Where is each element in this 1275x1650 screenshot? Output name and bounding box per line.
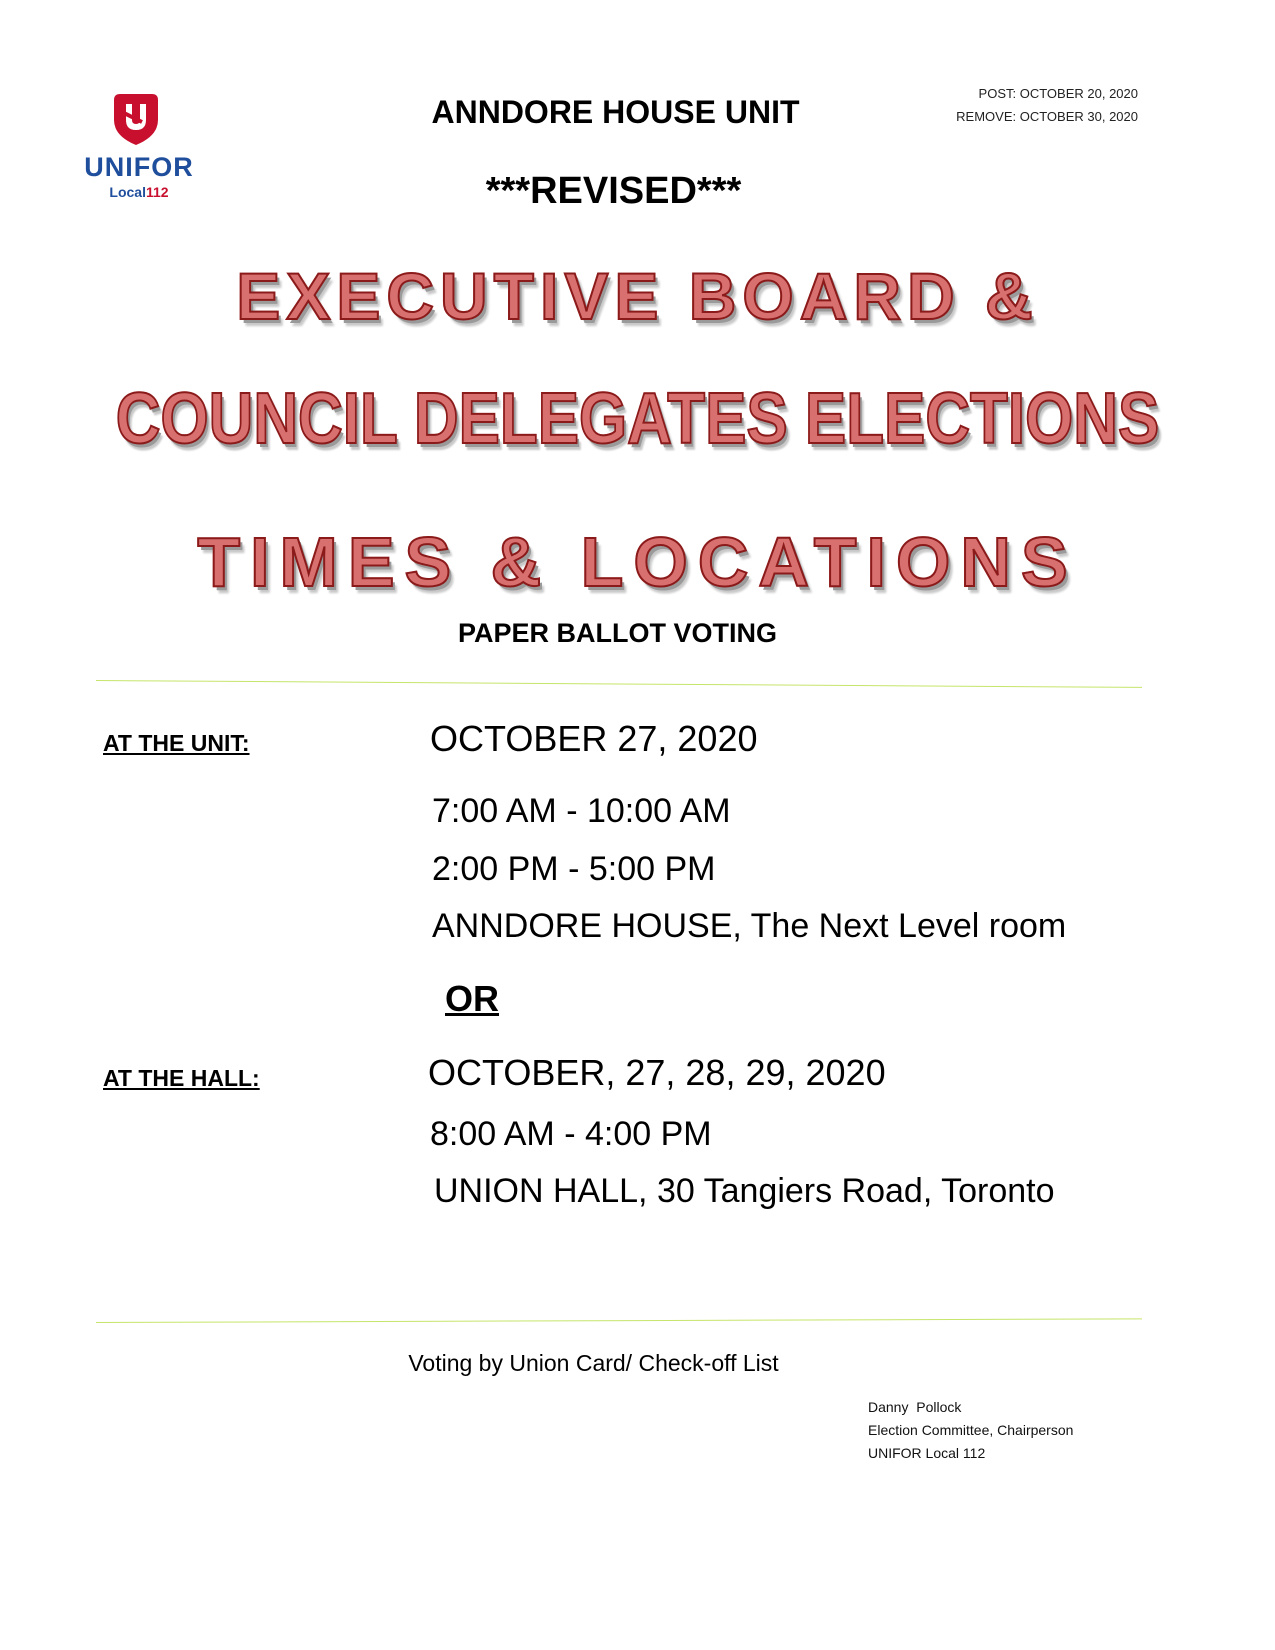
divider-bottom xyxy=(96,1318,1142,1323)
signature-name: Danny Pollock xyxy=(868,1399,962,1415)
unit-location: ANNDORE HOUSE, The Next Level room xyxy=(432,907,1067,945)
unit-time-1: 7:00 AM - 10:00 AM xyxy=(432,792,731,830)
logo-wordmark: UNIFOR xyxy=(84,152,194,182)
revised-text: ***REVISED*** xyxy=(485,170,742,212)
banner-line-3: TIMES & LOCATIONS xyxy=(0,522,1275,602)
hall-location: UNION HALL, 30 Tangiers Road, Toronto xyxy=(434,1172,1055,1210)
hall-dates: OCTOBER, 27, 28, 29, 2020 xyxy=(428,1052,886,1093)
unit-date: OCTOBER 27, 2020 xyxy=(430,718,758,759)
unit-section-label: AT THE UNIT: xyxy=(103,730,250,756)
or-separator: OR xyxy=(445,978,499,1019)
banner-line-1: EXECUTIVE BOARD & xyxy=(0,258,1275,334)
hall-section-label: AT THE HALL: xyxy=(103,1065,260,1091)
ballot-type-heading xyxy=(0,618,1275,649)
revised-label xyxy=(0,170,1275,213)
voting-method-text: Voting by Union Card/ Check-off List xyxy=(408,1350,779,1376)
divider-top xyxy=(96,680,1142,688)
banner-line-2: COUNCIL DELEGATES ELECTIONS xyxy=(89,378,1186,460)
voting-method-note xyxy=(0,1350,1275,1377)
unit-title-text: ANNDORE HOUSE UNIT xyxy=(431,94,800,130)
logo-local-number: 112 xyxy=(145,184,169,200)
signature-block xyxy=(868,1396,1073,1465)
unit-title xyxy=(0,94,1275,131)
signature-org: UNIFOR Local 112 xyxy=(868,1445,986,1461)
ballot-type-text: PAPER BALLOT VOTING xyxy=(457,618,777,648)
unit-time-2: 2:00 PM - 5:00 PM xyxy=(432,850,716,888)
signature-role: Election Committee, Chairperson xyxy=(868,1422,1074,1438)
post-date: POST: OCTOBER 20, 2020 xyxy=(978,86,1138,101)
logo-local-text: Local xyxy=(109,184,146,200)
remove-date: REMOVE: OCTOBER 30, 2020 xyxy=(956,109,1138,124)
hall-time: 8:00 AM - 4:00 PM xyxy=(430,1115,712,1153)
